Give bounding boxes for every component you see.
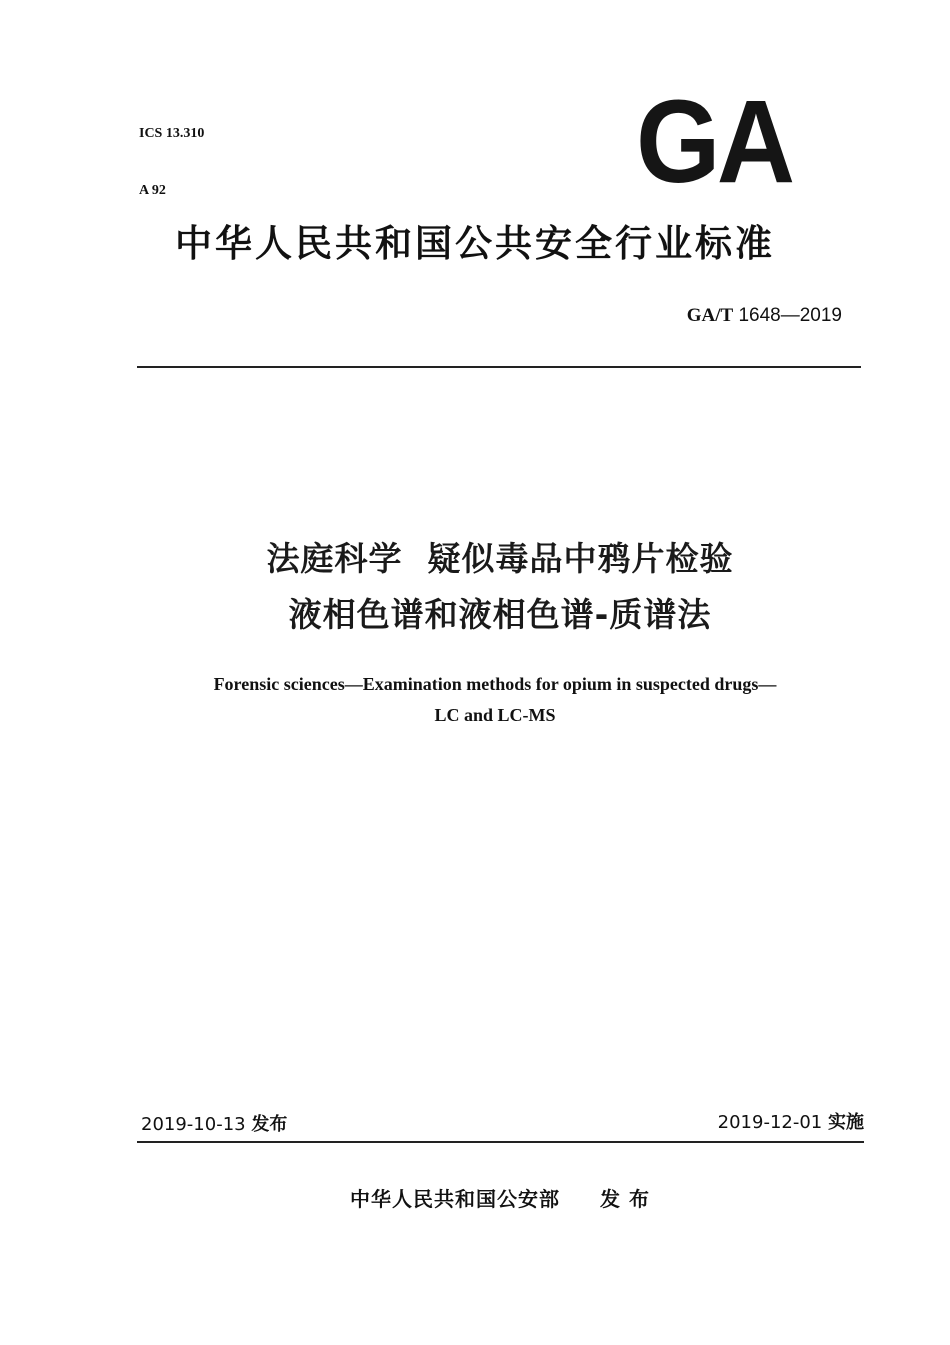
- standard-number-value: 1648—2019: [738, 305, 842, 326]
- standard-number-prefix: GA/T: [686, 305, 734, 326]
- issue-label: 发布: [251, 1114, 288, 1135]
- issuer-label: 发 布: [600, 1187, 650, 1211]
- standard-name: 中华人民共和国公共安全行业标准: [175, 222, 775, 265]
- title-cn-line2: 液相色谱和液相色谱-质谱法: [288, 595, 712, 634]
- ccs-code: A 92: [139, 183, 166, 198]
- title-en-line1: Forensic sciences—Examination methods for opium in suspected drugs—: [213, 674, 777, 694]
- bottom-divider: [137, 1141, 864, 1143]
- title-en-line2: LC and LC-MS: [434, 705, 556, 725]
- title-cn-line1: 法庭科学 疑似毒品中鸦片检验: [266, 539, 734, 578]
- classification-codes: [139, 86, 204, 219]
- issue-date: 2019-10-13: [141, 1114, 246, 1135]
- standard-number: [687, 304, 842, 328]
- ics-code: ICS 13.310: [139, 126, 205, 141]
- implementation-label: 实施: [828, 1112, 864, 1133]
- top-divider: [137, 366, 861, 368]
- implementation-date-block: [718, 1110, 864, 1136]
- implementation-date: 2019-12-01: [717, 1112, 823, 1133]
- ga-logo: GA: [636, 76, 792, 208]
- issuer-name: 中华人民共和国公安部: [350, 1187, 561, 1211]
- issue-date-block: [141, 1112, 287, 1138]
- issuer-line: [0, 1184, 950, 1214]
